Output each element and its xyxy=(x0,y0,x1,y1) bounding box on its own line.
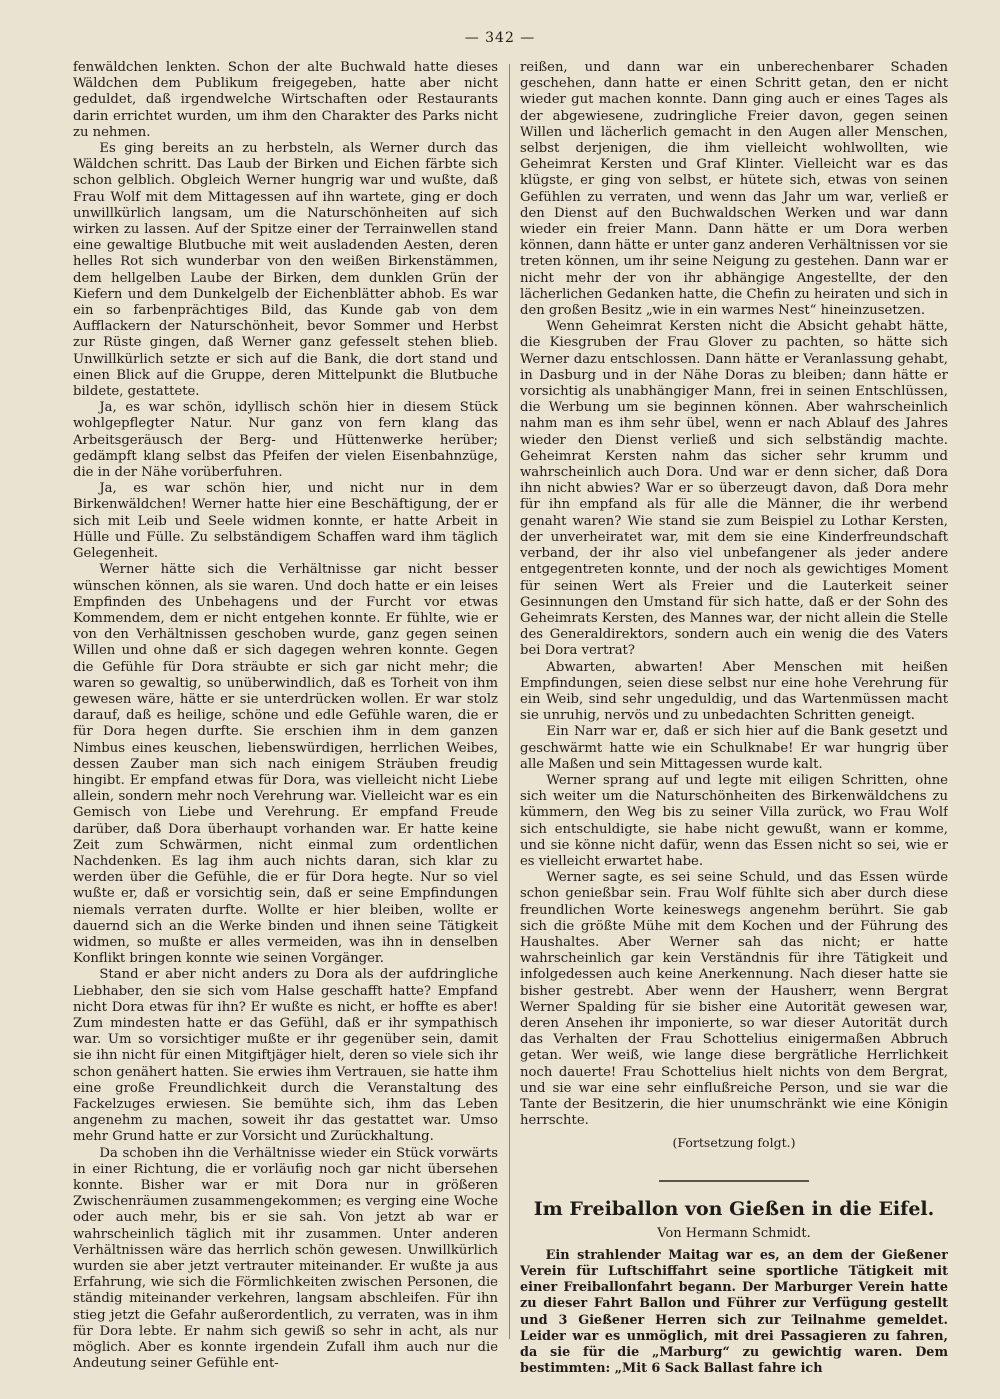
left-column xyxy=(73,60,498,1378)
paragraph: Werner sagte, es sei seine Schuld, und das Essen würde schon genießbar sein. Frau Wolf fühlte sich aber durch diese freundlichen Worte keineswegs angenehm berührt. Sie gab sich die größte Mühe mit dem Kochen und der Führung des Haushaltes. Aber Werner sah das nicht; er hatte wahrscheinlich gar kein Verständnis für ihre Tätigkeit und infolgedessen auch keine Anerkennung. Nach dieser hatte sie bisher gestrebt. Aber wenn der Hausherr, wenn Bergrat Werner Spalding für sie bisher eine Autorität gewesen war, deren Ansehen ihr imponierte, so war dieser Autorität durch das Verhalten der Frau Schottelius einigermaßen Abbruch getan. Wer weiß, wie lange diese bergrätliche Herrlichkeit noch dauerte! Frau Schottelius hielt nichts von dem Bergrat, und sie war eine sehr einflußreiche Person, und sie war die Tante der Besitzerin, die hier unumschränkt wie eine Königin herrschte. xyxy=(520,870,948,1129)
right-column xyxy=(520,60,948,1378)
paragraph: Werner hätte sich die Verhältnisse gar nicht besser wünschen können, als sie waren. Und doch hatte er ein leises Empfinden des Unbehagens und der Furcht vor etwas Kommendem, dem er nicht entgehen konnte. Er fühlte, wie er von den Verhältnissen geschoben wurde, ganz gegen seinen Willen und ohne daß er sich dagegen wehren konnte. Gegen die Gefühle für Dora sträubte er sich gar nicht mehr; die waren so gewaltig, so unüberwindlich, daß es Torheit von ihm gewesen wäre, hätte er sie unterdrücken wollen. Er war stolz darauf, daß es heilige, schöne und edle Gefühle waren, die er für Dora hegen durfte. Sie erschien ihm in dem ganzen Nimbus eines keuschen, liebenswürdigen, herrlichen Weibes, dessen Zauber man sich nach einigem Sträuben freudig hingibt. Er empfand etwas für Dora, was vielleicht nicht Liebe allein, sondern mehr noch Verehrung war. Vielleicht war es ein Gemisch von Liebe und Verehrung. Er empfand Freude darüber, daß Dora überhaupt vorhanden war. Er hatte keine Zeit zum Schwärmen, nicht einmal zum ordentlichen Nachdenken. Es lag ihm auch nichts daran, sich klar zu werden über die Gefühle, die er für Dora hegte. Nur so viel wußte er, daß er vorsichtig sein, daß er seine Empfindungen niemals verraten durfte. Wollte er hier bleiben, wollte er dauernd sich an die Werke binden und ihnen seine Tätigkeit widmen, so mußte er alles vermeiden, was ihn in denselben Konflikt bringen konnte wie seinen Vorgänger. xyxy=(73,562,498,967)
paragraph: fenwäldchen lenkten. Schon der alte Buchwald hatte dieses Wäldchen dem Publikum freigegeben, hatte aber nicht geduldet, daß irgendwelche Wirtschaften oder Restaurants darin errichtet wurden, um ihm den Charakter des Parks nicht zu nehmen. xyxy=(73,60,498,140)
paragraph: Abwarten, abwarten! Aber Menschen mit heißen Empfindungen, seien diese selbst nur eine hohe Verehrung für ein Weib, sind sehr ungeduldig, und das Wartenmüssen macht sie unruhig, nervös und zu unbedachten Schritten geneigt. xyxy=(520,659,948,724)
paragraph: Stand er aber nicht anders zu Dora als der aufdringliche Liebhaber, den sie sich vom Halse geschafft hatte? Empfand nicht Dora etwas für ihn? Er wußte es nicht, er hoffte es aber! Zum mindesten hatte er das Gefühl, daß er ihr sympathisch war. Um so vorsichtiger mußte er ihr gegenüber sein, damit sie ihn nicht für einen Mitgiftjäger hielt, deren so viele sich ihr schon genähert hatten. Sie erwies ihm Vertrauen, sie hatte ihm eine große Freundlichkeit durch die Veranstaltung des Fackelzuges erwiesen. Sie bemühte sich, ihm das Leben angenehm zu machen, soweit ihr das gestattet war. Umso mehr Grund hatte er zur Vorsicht und Zurückhaltung. xyxy=(73,967,498,1145)
page-number: — 342 — xyxy=(464,30,536,46)
article-body xyxy=(520,1248,948,1378)
paragraph: Ja, es war schön, idyllisch schön hier in diesem Stück wohlgepflegter Natur. Nur ganz von fern klang das Arbeitsgeräusch der Berg- und Hüttenwerke herüber; gedämpft klang selbst das Pfeifen der vielen Eisenbahnzüge, die in der Nähe vorüberfuhren. xyxy=(73,400,498,481)
article-title: Im Freiballon von Gießen in die Eifel. xyxy=(533,1197,935,1220)
paragraph: reißen, und dann war ein unberechenbarer Schaden geschehen, dann hatte er einen Schritt getan, den er nicht wieder gut machen konnte. Dann ging auch er eines Tages als der abgewiesene, zudringliche Freier davon, gegen seinen Willen und lächerlich gemacht in den Augen aller Menschen, selbst derjenigen, die ihm vielleicht wohlwollten, wie Geheimrat Kersten und Graf Klinter. Vielleicht war es das klügste, er ging von selbst, er hütete sich, etwas von seinen Gefühlen zu verraten, und wenn das Jahr um war, verließ er den Dienst auf den Buchwaldschen Werken und war dann wieder ein freier Mann. Dann hätte er um Dora werben können, dann hätte er unter ganz anderen Verhältnissen vor sie treten können, um ihr seine Neigung zu gestehen. Dann war er nicht mehr der von ihr abhängige Angestellte, der den lächerlichen Gedanken hatte, die Chefin zu heiraten und sich in den großen Besitz „wie in ein warmes Nest“ hineinzusetzen. xyxy=(520,60,948,319)
paragraph: Ein strahlender Maitag war es, an dem der Gießener Verein für Luftschiffahrt seine sportliche Tätigkeit mit einer Freiballonfahrt begann. Der Marburger Verein hatte zu dieser Fahrt Ballon und Führer zur Verfügung gestellt und 3 Gießener Herren sich zur Teilnahme gemeldet. Leider war es unmöglich, mit drei Passagieren zu fahren, da sie für die „Marburg“ zu gewichtig waren. Dem bestimmten: „Mit 6 Sack Ballast fahre ich xyxy=(520,1247,948,1377)
continuation-note: (Fortsetzung folgt.) xyxy=(672,1135,796,1151)
article-byline: Von Hermann Schmidt. xyxy=(657,1225,811,1241)
column-divider xyxy=(509,64,510,1339)
paragraph: Werner sprang auf und legte mit eiligen Schritten, ohne sich weiter um die Naturschönheiten des Birkenwäldchens zu kümmern, den Weg bis zu seiner Villa zurück, wo Frau Wolf sich entschuldigte, sie habe nicht gewußt, wann er komme, und sie könne nicht dafür, wenn das Essen nicht so sei, wie er es vielleicht erwartet habe. xyxy=(520,772,948,869)
paragraph: Es ging bereits an zu herbsteln, als Werner durch das Wäldchen schritt. Das Laub der Birken und Eichen färbte sich schon gelblich. Obgleich Werner hungrig war und wußte, daß Frau Wolf mit dem Mittagessen auf ihn wartete, ging er doch unwillkürlich langsam, um die Naturschönheiten auf sich wirken zu lassen. Auf der Spitze einer der Terrainwellen stand eine gewaltige Blutbuche mit weit ausladenden Aesten, deren helles Rot sich wunderbar von den weißen Birkenstämmen, dem hellgelben Laube der Birken, dem dunklen Grün der Kiefern und dem Dunkelgelb der Eichenblätter abhob. Es war ein so farbenprächtiges Bild, das Kunde gab von dem Aufflackern der Naturschönheit, bevor Sommer und Herbst zur Rüste gingen, daß Werner ganz gefesselt stehen blieb. Unwillkürlich setzte er sich auf die Bank, die dort stand und einen Blick auf die Gruppe, deren Mittelpunkt die Blutbuche bildete, gestattete. xyxy=(73,141,498,400)
section-separator xyxy=(659,1180,809,1182)
paragraph: Da schoben ihn die Verhältnisse wieder ein Stück vorwärts in einer Richtung, die er vorläufig noch gar nicht übersehen konnte. Bisher war er mit Dora nur in größeren Zwischenräumen zusammengekommen; es verging eine Woche oder auch mehr, bis er sie sah. Von jetzt ab war er wahrscheinlich täglich mit ihr zusammen. Unter anderen Verhältnissen wäre das herrlich schön gewesen. Unwillkürlich wurden sie aber jetzt vertrauter miteinander. Er wußte ja aus Erfahrung, wie sich die Förmlichkeiten zwischen Personen, die ständig miteinander verkehren, langsam abschleifen. Für ihn stieg jetzt die Gefahr außerordentlich, zu verraten, was in ihm für Dora lebte. Er nahm sich gewiß so sehr in acht, als nur möglich. Aber es konnte irgendein Zufall ihm auch nur die Andeutung seiner Gefühle ent- xyxy=(73,1145,498,1372)
paragraph: Ein Narr war er, daß er sich hier auf die Bank gesetzt und geschwärmt hatte wie ein Schulknabe! Er war hungrig über alle Maßen und sein Mittagessen wurde kalt. xyxy=(520,724,948,772)
paragraph: Ja, es war schön hier, und nicht nur in dem Birkenwäldchen! Werner hatte hier eine Beschäftigung, der er sich mit Leib und Seele widmen konnte, er hatte Arbeit in Hülle und Fülle. Zu selbständigem Schaffen ward ihm täglich Gelegenheit. xyxy=(73,481,498,562)
paragraph: Wenn Geheimrat Kersten nicht die Absicht gehabt hätte, die Kiesgruben der Frau Glover zu pachten, so hätte sich Werner dazu entschlossen. Dann hätte er Veranlassung gehabt, in Dasburg und in der Nähe Doras zu bleiben; dann hätte er vorsichtig als unabhängiger Mann, frei in seinen Entschlüssen, die Werbung um sie beginnen können. Aber wahrscheinlich nahm man es ihm sehr übel, wenn er nach Ablauf des Jahres wieder den Dienst verließ und sich selbständig machte. Geheimrat Kersten nahm das sicher sehr krumm und wahrscheinlich auch Dora. Und war er denn sicher, daß Dora ihn nicht abwies? War er so überzeugt davon, daß Dora mehr für ihn empfand als für alle die Männer, die ihr werbend genaht waren? Wie stand sie zum Beispiel zu Lothar Kersten, der unverheiratet war, mit dem sie eine Kinderfreundschaft verband, der ihr also viel unbefangener als jeder andere entgegentreten konnte, und der noch als gewichtiges Moment für seinen Wert als Freier und die Lauterkeit seiner Gesinnungen den Umstand für sich hatte, daß er der Sohn des Geheimrats Kersten, des Mannes war, der nicht allein die Stelle des Generaldirektors, sondern auch ein wenig die des Vaters bei Dora vertrat? xyxy=(520,319,948,659)
